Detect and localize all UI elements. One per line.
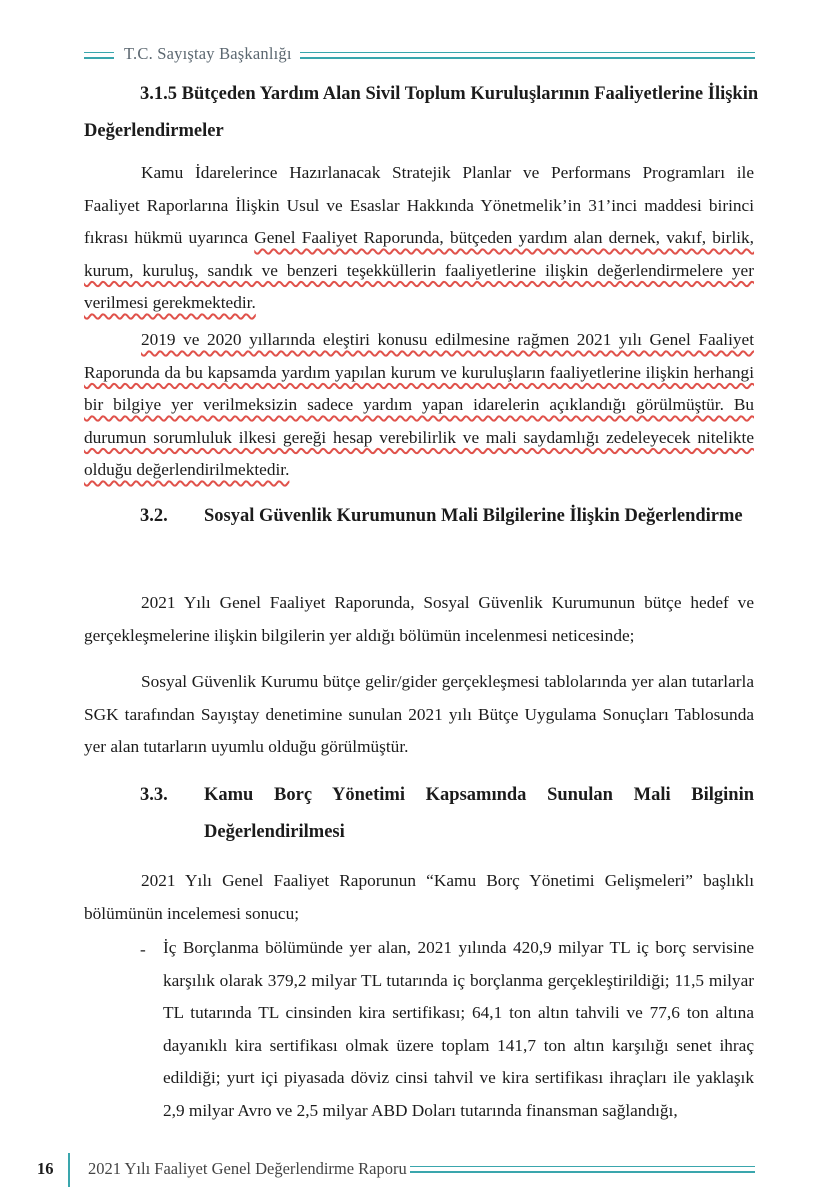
paragraph-text: 2021 Yılı Genel Faaliyet Raporunun “Kamu Borç Yönetimi Gelişmeleri” başlıklı bölümünün incelemesi sonucu; xyxy=(84,871,754,923)
section-315-paragraph-2 xyxy=(84,324,754,487)
footer-rule-bottom xyxy=(410,1171,755,1173)
header-title: T.C. Sayıştay Başkanlığı xyxy=(124,44,292,63)
section-33-number: 3.3. xyxy=(140,785,168,805)
header-rule-left-top xyxy=(84,52,114,53)
paragraph-text: Sosyal Güvenlik Kurumu bütçe gelir/gider gerçekleşmesi tablolarında yer alan tutarlarla SGK tarafından Sayıştay denetimine sunulan 2021 yılı Bütçe Uygulama Sonuçları Tablosunda yer alan tutarların uyumlu olduğu görülmüştür. xyxy=(84,672,754,756)
header-rule-right-top xyxy=(300,52,755,53)
bullet-item xyxy=(163,932,754,1127)
bullet-marker: - xyxy=(140,940,146,959)
header-rule-right-bottom xyxy=(300,57,755,59)
footer-title: 2021 Yılı Faaliyet Genel Değerlendirme Raporu xyxy=(88,1159,407,1178)
paragraph-text: Kamu İdarelerince Hazırlanacak Stratejik Planlar ve Performans Programları ile Faaliyet Raporlarına İlişkin Usul ve Esaslar Hakkında Yönetmelik’in 31’inci maddesi birinci fıkrası hükmü uyarınca xyxy=(84,163,754,247)
header-rule-left-bottom xyxy=(84,57,114,59)
section-32-paragraph-1 xyxy=(84,587,754,652)
section-315-title xyxy=(84,76,759,150)
section-32-paragraph-2 xyxy=(84,666,754,764)
section-32-title: Sosyal Güvenlik Kurumunun Mali Bilgilerine İlişkin Değerlendirme xyxy=(204,506,743,526)
section-32-number: 3.2. xyxy=(140,506,168,526)
section-315-title-line1: 3.1.5 Bütçeden Yardım Alan Sivil Toplum Kuruluşlarının Faaliyetlerine İlişkin xyxy=(140,84,759,104)
section-33-paragraph-1 xyxy=(84,865,754,930)
footer-rule-top xyxy=(410,1166,755,1167)
highlighted-text: 2019 ve 2020 yıllarında eleştiri konusu edilmesine rağmen 2021 yılı Genel Faaliyet Raporunda da bu kapsamda yardım yapılan kurum ve kuruluşların faaliyetlerine ilişkin herhangi bir bilgiye yer verilmeksizin sadece yardım yapan idarelerin açıklandığı görülmüştür. Bu durumun sorumluluk ilkesi gereği hesap verebilirlik ve mali saydamlığı zedeleyecek nitelikte olduğu değerlendirilmektedir. xyxy=(84,330,754,479)
highlighted-text: Genel Faaliyet Raporunda, bütçeden yardım alan dernek, vakıf, birlik, kurum, kuruluş, sandık ve benzeri teşekküllerin faaliyetlerine ilişkin değerlendirmelere yer verilmesi gerekmektedir. xyxy=(84,228,755,312)
bullet-text: İç Borçlanma bölümünde yer alan, 2021 yılında 420,9 milyar TL iç borç servisine karşılık olarak 379,2 milyar TL tutarında iç borçlanma gerçekleştirildiği; 11,5 milyar TL tutarında TL cinsinden kira sertifikası; 64,1 ton altın tahvili ve 77,6 ton altına dayanıklı kira sertifikası olmak üzere toplam 141,7 ton altın karşılığı senet ihraç edildiği; yurt içi piyasada döviz cinsi tahvil ve kira sertifikası ihraçları ile yaklaşık 2,9 milyar Avro ve 2,5 milyar ABD Doları tutarında finansman sağlandığı, xyxy=(163,938,754,1120)
section-33-title: Kamu Borç Yönetimi Kapsamında Sunulan Mali Bilginin Değerlendirilmesi xyxy=(204,785,754,842)
section-315-title-line2: Değerlendirmeler xyxy=(84,121,224,141)
paragraph-text: 2021 Yılı Genel Faaliyet Raporunda, Sosyal Güvenlik Kurumunun bütçe hedef ve gerçekleşmelerine ilişkin bilgilerin yer aldığı bölümün incelenmesi neticesinde; xyxy=(84,593,754,645)
page-number: 16 xyxy=(37,1159,54,1178)
footer-divider xyxy=(68,1153,70,1187)
section-315-paragraph-1 xyxy=(84,157,754,320)
